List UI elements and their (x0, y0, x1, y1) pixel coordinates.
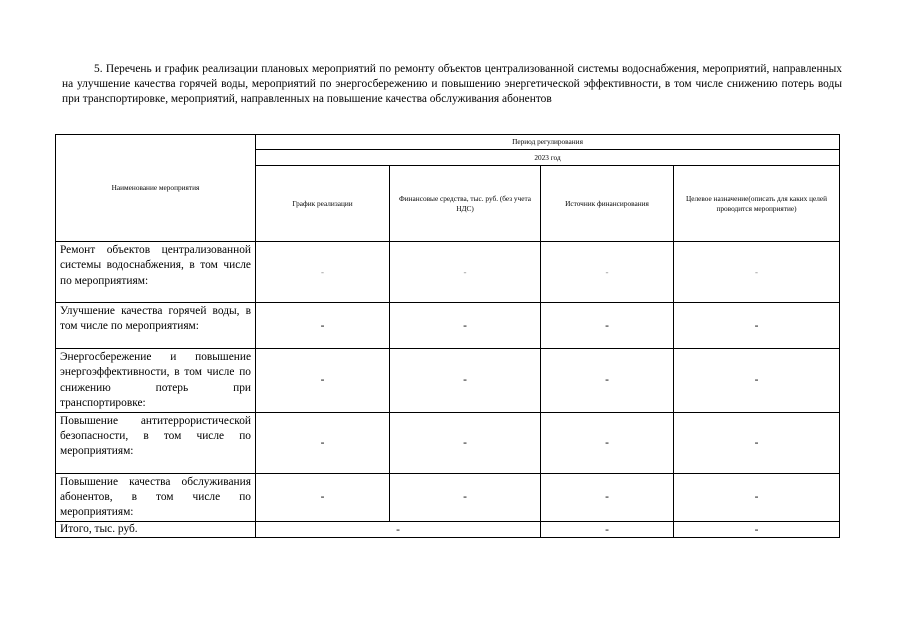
table-row (56, 303, 840, 349)
total-cell-source: - (541, 521, 674, 537)
events-table (55, 134, 840, 538)
row-cell-schedule: - (256, 303, 390, 349)
row-cell-funds: - (390, 242, 541, 303)
row-event-name: Повышение антитеррористической безопасности, в том числе по мероприятиям: (56, 412, 256, 473)
row-cell-source: - (541, 303, 674, 349)
row-cell-source: - (541, 242, 674, 303)
row-cell-schedule: - (256, 242, 390, 303)
header-period: Период регулирования (256, 135, 840, 150)
row-cell-purpose: - (674, 412, 840, 473)
total-cell-funds: - (256, 521, 541, 537)
header-purpose: Целевое назначение(описать для каких целей проводится мероприятие) (674, 166, 840, 242)
row-cell-schedule: - (256, 473, 390, 521)
section-heading: 5. Перечень и график реализации плановых мероприятий по ремонту объектов централизованной системы водоснабжения, мероприятий, направленных на улучшение качества горячей воды, мероприятий по энергосбережению и повышению энергетической эффективности, в том числе снижению потерь воды при транспортировке, мероприятий, направленных на повышение качества обслуживания абонентов (62, 63, 842, 106)
row-cell-purpose: - (674, 349, 840, 413)
row-cell-purpose: - (674, 473, 840, 521)
header-funds: Финансовые средства, тыс. руб. (без учета НДС) (390, 166, 541, 242)
row-cell-schedule: - (256, 412, 390, 473)
table-row (56, 242, 840, 303)
row-cell-funds: - (390, 349, 541, 413)
row-event-name: Энергосбережение и повышение энергоэффективности, в том числе по снижению потерь при транспортировке: (56, 349, 256, 413)
row-cell-source: - (541, 349, 674, 413)
row-cell-source: - (541, 473, 674, 521)
total-label: Итого, тыс. руб. (56, 521, 256, 537)
row-cell-funds: - (390, 473, 541, 521)
header-event-name: Наименование мероприятия (56, 135, 256, 242)
table-row (56, 349, 840, 413)
header-funding-source: Источник финансирования (541, 166, 674, 242)
header-year: 2023 год (256, 150, 840, 166)
row-event-name: Повышение качества обслуживания абонентов, в том числе по мероприятиям: (56, 473, 256, 521)
row-cell-purpose: - (674, 303, 840, 349)
row-cell-purpose: - (674, 242, 840, 303)
row-cell-schedule: - (256, 349, 390, 413)
row-cell-funds: - (390, 412, 541, 473)
row-event-name: Ремонт объектов централизованной системы водоснабжения, в том числе по мероприятиям: (56, 242, 256, 303)
table-row (56, 473, 840, 521)
row-cell-funds: - (390, 303, 541, 349)
total-cell-purpose: - (674, 521, 840, 537)
total-row (56, 521, 840, 537)
table-row (56, 412, 840, 473)
header-schedule: График реализации (256, 166, 390, 242)
row-cell-source: - (541, 412, 674, 473)
row-event-name: Улучшение качества горячей воды, в том числе по мероприятиям: (56, 303, 256, 349)
